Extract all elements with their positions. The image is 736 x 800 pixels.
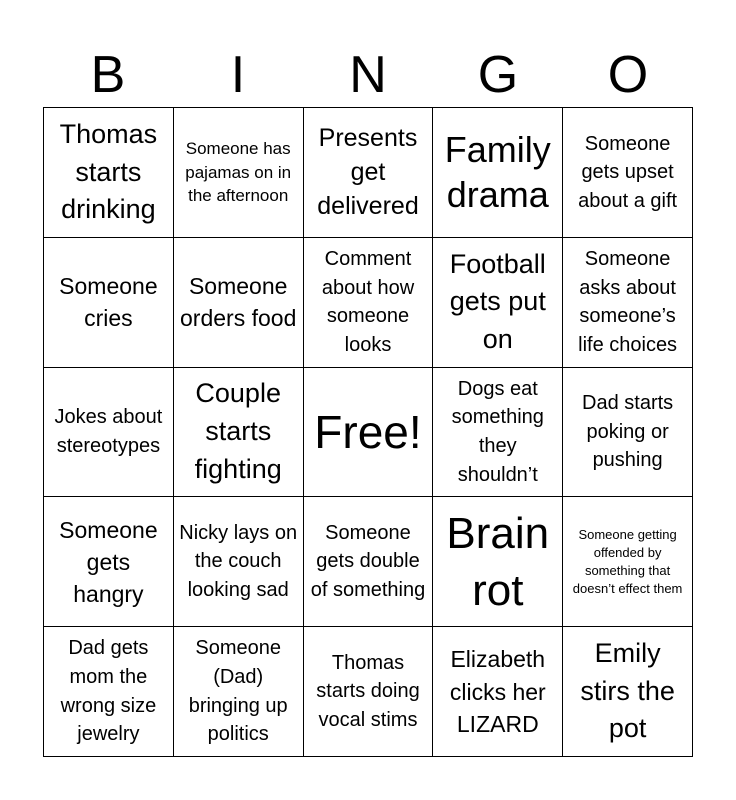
bingo-cell[interactable] (563, 108, 693, 238)
bingo-cell[interactable] (433, 368, 563, 498)
bingo-cell[interactable] (174, 368, 304, 498)
bingo-cell-text: Family drama (444, 129, 551, 216)
bingo-cell[interactable] (563, 238, 693, 368)
header-letter-g: G (477, 46, 519, 104)
bingo-cell[interactable] (174, 627, 304, 757)
bingo-cell[interactable] (563, 497, 693, 627)
bingo-cell-text: Someone cries (59, 273, 158, 332)
bingo-cell-text: Someone has pajamas on in the afternoon (185, 138, 292, 206)
bingo-cell-text: Someone getting offended by something that doesn’t effect them (572, 526, 683, 596)
bingo-cell[interactable] (174, 238, 304, 368)
bingo-cell-text: Someone asks about someone’s life choices (578, 248, 678, 356)
bingo-cell-text: Thomas starts doing vocal stims (316, 651, 420, 731)
header-letter-i: I (230, 46, 246, 104)
bingo-cell[interactable] (433, 627, 563, 757)
bingo-cell-text: Brain rot (446, 508, 550, 615)
bingo-cell-text: Someone gets hangry (59, 516, 158, 607)
bingo-cell-text: Elizabeth clicks her LIZARD (449, 646, 546, 737)
bingo-cell[interactable] (433, 108, 563, 238)
header-letter-o: O (607, 46, 649, 104)
bingo-cell-text: Someone (Dad) bringing up politics (188, 637, 288, 746)
bingo-cell-text: Emily stirs the pot (580, 637, 675, 744)
bingo-cell[interactable] (433, 497, 563, 627)
free-space[interactable] (304, 368, 434, 498)
bingo-cell-text: Comment about how someone looks (321, 248, 415, 356)
bingo-cell-text: Someone gets upset about a gift (578, 132, 678, 212)
bingo-cell-text: Couple starts fighting (194, 378, 282, 484)
bingo-cell[interactable] (174, 497, 304, 627)
bingo-cell-text: Nicky lays on the couch looking sad (179, 521, 298, 602)
bingo-cell[interactable] (44, 108, 174, 238)
bingo-cell[interactable] (174, 108, 304, 238)
header-letter-n: N (349, 46, 387, 104)
bingo-cell[interactable] (563, 627, 693, 757)
bingo-cell[interactable] (44, 238, 174, 368)
bingo-cell-text: Free! (314, 405, 422, 458)
bingo-cell[interactable] (44, 497, 174, 627)
bingo-header (43, 44, 693, 106)
bingo-cell-text: Dogs eat something they shouldn’t (451, 377, 544, 486)
bingo-cell-text: Jokes about stereotypes (54, 406, 163, 457)
bingo-cell-text: Dad gets mom the wrong size jewelry (60, 637, 157, 746)
bingo-cell[interactable] (304, 497, 434, 627)
bingo-cell[interactable] (433, 238, 563, 368)
bingo-board (43, 107, 693, 757)
bingo-cell-text: Thomas starts drinking (59, 118, 158, 225)
bingo-cell[interactable] (44, 627, 174, 757)
bingo-cell-text: Dad starts poking or pushing (582, 392, 674, 472)
bingo-cell-text: Someone gets double of something (310, 521, 426, 602)
bingo-cell-text: Presents get delivered (317, 124, 419, 221)
bingo-cell[interactable] (563, 368, 693, 498)
bingo-cell[interactable] (304, 627, 434, 757)
bingo-cell[interactable] (304, 238, 434, 368)
bingo-cell-text: Football gets put on (449, 248, 546, 355)
header-letter-b: B (90, 46, 126, 104)
bingo-cell-text: Someone orders food (180, 273, 297, 332)
bingo-cell[interactable] (44, 368, 174, 498)
bingo-cell[interactable] (304, 108, 434, 238)
